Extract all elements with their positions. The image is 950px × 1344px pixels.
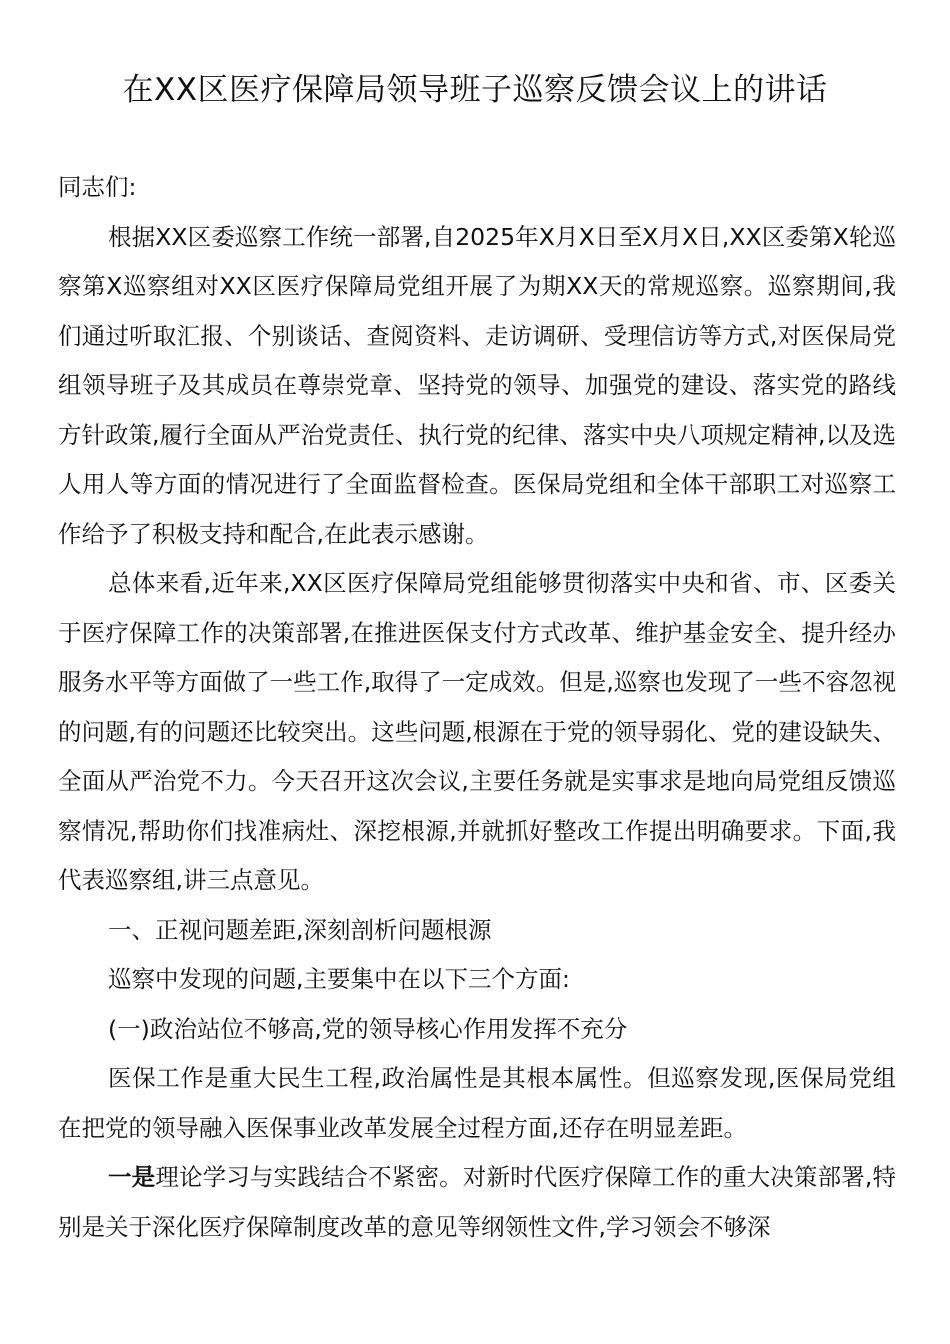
salutation: 同志们: [58, 173, 137, 201]
paragraph-point-one [58, 1153, 896, 1252]
paragraph-problems-intro: 巡察中发现的问题,主要集中在以下三个方面: [108, 965, 570, 993]
section-heading-1: 一、正视问题差距,深刻剖析问题根源 [108, 915, 492, 944]
subsection-heading-1: (一)政治站位不够高,党的领导核心作用发挥不充分 [108, 1014, 628, 1043]
point-one-lead: 一是 [108, 1163, 156, 1191]
paragraph-political-position: 医保工作是重大民生工程,政治属性是其根本属性。但巡察发现,医保局党组在把党的领导融入医保事业改革发展全过程方面,还存在明显差距。 [58, 1064, 896, 1142]
document-title: 在XX区医疗保障局领导班子巡察反馈会议上的讲话 [122, 72, 828, 108]
paragraph-overview: 总体来看,近年来,XX区医疗保障局党组能够贯彻落实中央和省、市、区委关于医疗保障工作的决策部署,在推进医保支付方式改革、维护基金安全、提升经办服务水平等方面做了一些工作,取得了一定成效。但是,巡察也发现了一些不容忽视的问题,有的问题还比较突出。这些问题,根源在于党的领导弱化、党的建设缺失、全面从严治党不力。今天召开这次会议,主要任务就是实事求是地向局党组反馈巡察情况,帮助你们找准病灶、深挖根源,并就抓好整改工作提出明确要求。下面,我代表巡察组,讲三点意见。 [58, 569, 896, 894]
document-body [58, 163, 896, 1252]
paragraph-intro: 根据XX区委巡察工作统一部署,自2025年X月X日至X月X日,XX区委第X轮巡察第X巡察组对XX区医疗保障局党组开展了为期XX天的常规巡察。巡察期间,我们通过听取汇报、个别谈话、查阅资料、走访调研、受理信访等方式,对医保局党组领导班子及其成员在尊崇党章、坚持党的领导、加强党的建设、落实党的路线方针政策,履行全面从严治党责任、执行党的纪律、落实中央八项规定精神,以及选人用人等方面的情况进行了全面监督检查。医保局党组和全体干部职工对巡察工作给予了积极支持和配合,在此表示感谢。 [58, 222, 896, 548]
point-one-text: 理论学习与实践结合不紧密。对新时代医疗保障工作的重大决策部署,特别是关于深化医疗保障制度改革的意见等纲领性文件,学习领会不够深 [58, 1163, 896, 1241]
